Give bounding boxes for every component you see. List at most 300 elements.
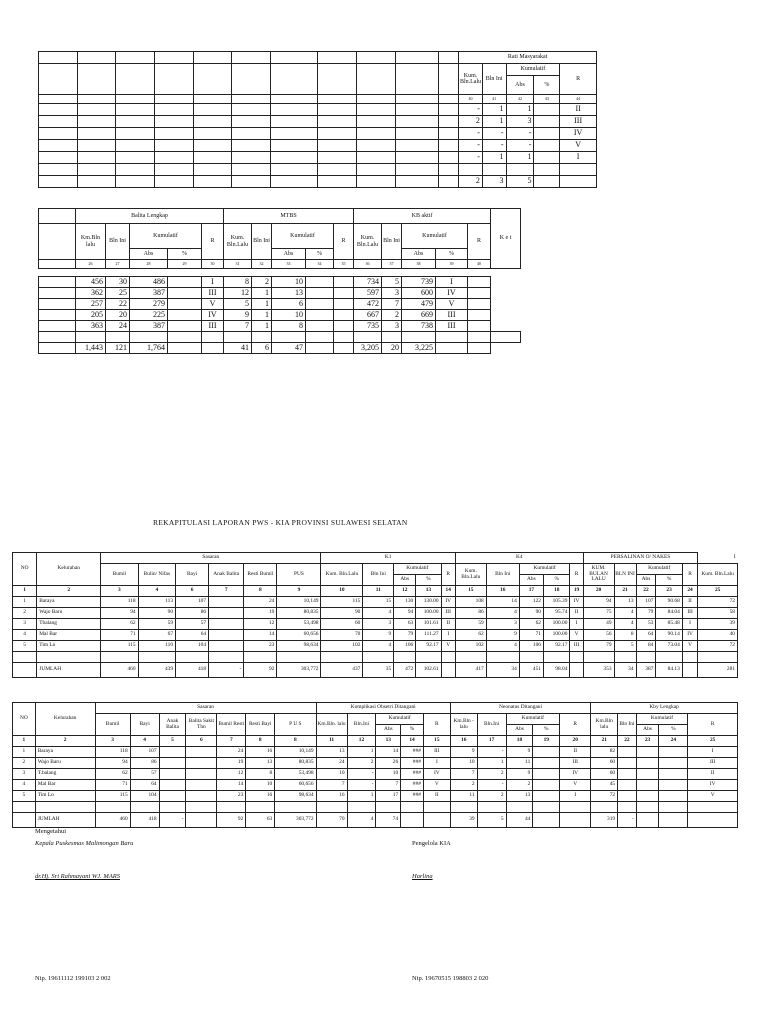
cell: 10	[272, 277, 306, 288]
cell	[334, 288, 354, 299]
cell: 460	[101, 663, 138, 678]
cell: 80,835	[277, 608, 321, 619]
rati-masyarakat-header: Rati Masyarakat	[459, 52, 597, 64]
r-header: R	[688, 714, 738, 736]
cell: -	[482, 140, 506, 152]
cell: 79	[394, 630, 416, 641]
cell: 98.04	[544, 663, 570, 678]
pct-header: %	[656, 575, 682, 586]
cell: 110	[138, 641, 175, 652]
cell: 2	[450, 780, 477, 791]
cell	[659, 758, 688, 769]
kepala-puskesmas-title: Kepala Puskesmas Malimongan Baru	[35, 840, 134, 847]
cell: 14	[441, 586, 455, 597]
bln-ini-header: Bln.Ini	[347, 714, 376, 736]
cell: 100.00	[416, 608, 441, 619]
table-row	[13, 791, 738, 802]
top-table-balita-mtbs-kb-body	[38, 276, 521, 354]
top-table-rati-masyarakat	[38, 51, 597, 188]
cell: 53,498	[275, 769, 316, 780]
cell: 23	[217, 791, 246, 802]
cell: I	[441, 630, 455, 641]
cell: ###	[401, 758, 424, 769]
cell: 23	[636, 736, 659, 747]
cell: 3	[382, 321, 402, 332]
cell: 24	[244, 597, 277, 608]
cell: III	[423, 747, 450, 758]
cell: 1	[13, 597, 37, 608]
cell: 5	[224, 299, 252, 310]
cell: 23	[656, 586, 682, 597]
cell: 105.39	[544, 597, 570, 608]
cell: 14	[244, 630, 277, 641]
cell: 100.00	[544, 630, 570, 641]
cell: 59	[138, 619, 175, 630]
cell: V	[436, 299, 468, 310]
cell: 9	[363, 630, 394, 641]
cell: ###	[401, 791, 424, 802]
cell: 10	[321, 586, 363, 597]
cell: 4	[13, 780, 36, 791]
cell: V	[688, 791, 738, 802]
cell: 19	[244, 608, 277, 619]
cell	[560, 813, 591, 828]
table-row	[13, 758, 738, 769]
col-number: 37	[382, 260, 402, 269]
cell: 2	[477, 791, 506, 802]
cell: 102	[455, 641, 486, 652]
cell: 113	[138, 597, 175, 608]
bumil-resti-header: Bumil Resti	[217, 714, 246, 736]
bayi-header: Bayi	[176, 564, 209, 586]
cell: 13	[506, 791, 533, 802]
cell: 57	[176, 619, 209, 630]
pct-header: %	[436, 249, 468, 260]
cell: -	[477, 780, 506, 791]
cell: 437	[321, 663, 363, 678]
cell: 10,149	[277, 597, 321, 608]
cell: 20	[106, 310, 130, 321]
pct-header: %	[401, 725, 424, 736]
cell	[306, 277, 334, 288]
cell: -	[209, 663, 244, 678]
table-row	[39, 288, 521, 299]
cell: 53	[636, 619, 656, 630]
cell: 10	[272, 310, 306, 321]
table-row	[13, 608, 738, 619]
extra-header: I	[698, 553, 738, 564]
cell	[636, 780, 659, 791]
cell	[306, 343, 334, 354]
table-row	[39, 116, 597, 128]
cell: 479	[402, 299, 436, 310]
cell: 71	[95, 780, 130, 791]
pct-header: %	[168, 249, 202, 260]
cell: 10	[450, 758, 477, 769]
cell: 102	[321, 641, 363, 652]
cell: 9	[450, 747, 477, 758]
bln-ini-header: Bln.Ini	[477, 714, 506, 736]
pct-header: %	[544, 575, 570, 586]
cell: 39	[450, 813, 477, 828]
cell: 90.68	[656, 597, 682, 608]
cell: 1	[477, 758, 506, 769]
cell	[636, 769, 659, 780]
kumulatif-header: Kumulatif	[636, 714, 688, 725]
r-header: R	[468, 224, 491, 260]
cell: 107	[636, 597, 656, 608]
cell: 49	[583, 619, 614, 630]
cell: 70	[321, 630, 363, 641]
cell	[436, 343, 468, 354]
cell	[688, 813, 738, 828]
cell: 106	[519, 641, 543, 652]
cell: 12	[347, 736, 376, 747]
cell: 1	[347, 791, 376, 802]
cell	[159, 758, 186, 769]
cell: -	[459, 104, 483, 116]
cell: 2	[477, 769, 506, 780]
cell: 84.13	[656, 663, 682, 678]
kepala-puskesmas-nip: Nip. 19611112 199103 2 002	[35, 975, 111, 982]
cell: 17	[376, 791, 401, 802]
cell: 13	[376, 736, 401, 747]
cell: 15	[423, 736, 450, 747]
cell: 21	[591, 736, 618, 747]
cell: 44	[506, 813, 533, 828]
cell: 8	[224, 277, 252, 288]
cell: 90	[321, 608, 363, 619]
column-number-row	[13, 586, 738, 597]
cell: -	[618, 813, 637, 828]
cell: I	[560, 791, 591, 802]
pct-header: %	[306, 249, 334, 260]
bln-ini-header: Bln Ini	[106, 224, 130, 260]
pengelola-kia-nip: Nip. 19670515 198803 2 020	[412, 975, 489, 982]
pct-header: %	[533, 725, 560, 736]
table-row	[13, 597, 738, 608]
cell: IV	[560, 769, 591, 780]
cell: 64	[176, 630, 209, 641]
cell	[468, 310, 491, 321]
cell	[534, 104, 560, 116]
cell: 3	[13, 769, 36, 780]
cell	[533, 769, 560, 780]
bln-ini-header: Bln Ini	[618, 714, 637, 736]
cell: 4	[363, 641, 394, 652]
cell: 39	[698, 619, 738, 630]
km-bln-lalu-header: Km.Bln. lalu	[316, 714, 347, 736]
cell: 18	[544, 586, 570, 597]
cell: 472	[354, 299, 382, 310]
cell: 9	[486, 630, 519, 641]
table-row	[13, 641, 738, 652]
cell: 1	[506, 152, 534, 164]
cell: ###	[401, 747, 424, 758]
cell: 456	[76, 277, 106, 288]
cell	[186, 747, 217, 758]
cell	[306, 288, 334, 299]
table-row	[39, 128, 597, 140]
cell: 17	[477, 736, 506, 747]
pct-header: %	[659, 725, 688, 736]
cell	[659, 747, 688, 758]
cell: 16	[486, 586, 519, 597]
cell: 60	[591, 769, 618, 780]
bln-ini-header: Bln Ini	[486, 564, 519, 586]
cell: 3	[95, 736, 130, 747]
cell: 115	[101, 641, 138, 652]
col-number: 39	[436, 260, 468, 269]
cell	[468, 299, 491, 310]
cell: 11	[316, 736, 347, 747]
cell: 56	[583, 630, 614, 641]
cell: II	[570, 608, 583, 619]
col-number: 28	[130, 260, 168, 269]
cell: 24	[316, 758, 347, 769]
cell: 10	[316, 769, 347, 780]
cell: 1	[13, 736, 36, 747]
cell: 2	[35, 736, 95, 747]
cell	[618, 791, 637, 802]
cell: 2	[347, 758, 376, 769]
cell: 1	[13, 747, 36, 758]
cell: 72	[591, 791, 618, 802]
top-table-balita-mtbs-kb	[38, 208, 521, 269]
cell: 1	[252, 299, 272, 310]
cell	[186, 780, 217, 791]
cell: 34	[614, 663, 636, 678]
cell: 24	[217, 747, 246, 758]
col-number: 36	[354, 260, 382, 269]
kumulatif-header: Kumulatif	[636, 564, 682, 575]
cell: 10,149	[275, 747, 316, 758]
neonatus-header: Neonatus Ditangani	[450, 703, 590, 714]
cell: IV	[570, 597, 583, 608]
table-row	[39, 277, 521, 288]
cell: 108	[455, 597, 486, 608]
cell	[534, 140, 560, 152]
cell: 3	[101, 586, 138, 597]
cell	[209, 630, 244, 641]
cell: 71	[519, 630, 543, 641]
cell: 25	[688, 736, 738, 747]
cell: 118	[101, 597, 138, 608]
bayi-header: Bayi	[130, 714, 159, 736]
table-row	[13, 630, 738, 641]
cell	[401, 813, 424, 828]
cell	[334, 299, 354, 310]
cell: 70	[316, 813, 347, 828]
pengelola-kia-name: Harlina	[412, 873, 433, 880]
cell: 9	[277, 586, 321, 597]
cell: 2	[506, 780, 533, 791]
cell: 319	[591, 813, 618, 828]
table-row	[39, 321, 521, 332]
cell: 472	[394, 663, 416, 678]
report-title: REKAPITULASI LAPORAN PWS - KIA PROVINSI SULAWESI SELATAN	[153, 518, 408, 527]
cell: 101.61	[416, 619, 441, 630]
kumulatif-header: Kumulatif	[376, 714, 423, 725]
cell: 1	[482, 152, 506, 164]
cell: 303,772	[275, 813, 316, 828]
r-header: R	[334, 224, 354, 260]
cell: 53,498	[277, 619, 321, 630]
persalinan-header: PERSALINAN O/ NAKES	[583, 553, 698, 564]
pws-kia-table-2	[12, 702, 738, 828]
cell	[534, 116, 560, 128]
pengelola-kia-title: Pengelola KIA	[412, 840, 451, 847]
cell: 460	[95, 813, 130, 828]
cell: V	[441, 641, 455, 652]
cell: III	[441, 608, 455, 619]
cell: 14	[217, 780, 246, 791]
cell: II	[560, 104, 597, 116]
cell: 8	[272, 321, 306, 332]
cell: 387	[130, 288, 168, 299]
cell: 74	[376, 813, 401, 828]
cell: 417	[455, 663, 486, 678]
cell: II	[560, 747, 591, 758]
total-row	[13, 663, 738, 678]
cell: 75	[583, 608, 614, 619]
cell: 82	[591, 747, 618, 758]
bulin-nifas-header: Bulin/ Nifas	[138, 564, 175, 586]
cell: III	[436, 310, 468, 321]
cell: -	[459, 140, 483, 152]
cell	[13, 663, 37, 678]
cell: 16	[450, 736, 477, 747]
col-number: 35	[334, 260, 354, 269]
cell: 387	[130, 321, 168, 332]
cell: 3	[13, 619, 37, 630]
cell: 4	[614, 619, 636, 630]
cell: 84	[636, 641, 656, 652]
cell: 71	[101, 630, 138, 641]
abs-header: Abs	[130, 249, 168, 260]
cell: 94	[95, 758, 130, 769]
cell: 102.61	[416, 663, 441, 678]
table-row	[13, 619, 738, 630]
bln-ini-header: Bln Ini	[482, 64, 506, 95]
kum-bln-lalu-header: Kum. Bln.Lalu	[459, 64, 483, 95]
col-number: 44	[560, 95, 597, 104]
cell: 104	[176, 641, 209, 652]
cell: 47	[272, 343, 306, 354]
cell: 3	[382, 288, 402, 299]
cell: 86	[176, 608, 209, 619]
cell: 7	[224, 321, 252, 332]
cell: Mal Bar	[35, 780, 95, 791]
cell	[636, 791, 659, 802]
cell: 5	[506, 176, 534, 188]
kumulatif-header: Kumulatif	[506, 64, 560, 76]
kum-bln-lalu-header: Kum. Bln.Lalu	[698, 564, 738, 586]
cell	[659, 813, 688, 828]
cell: II	[441, 619, 455, 630]
col-number: 32	[252, 260, 272, 269]
cell: -	[459, 152, 483, 164]
cell	[168, 299, 202, 310]
cell: 362	[76, 288, 106, 299]
cell: 13	[316, 747, 347, 758]
cell	[306, 310, 334, 321]
cell: 14	[376, 747, 401, 758]
kum-bln-lalu-header: Kum. Bln.Lalu	[455, 564, 486, 586]
cell	[570, 663, 583, 678]
cell: 107	[176, 597, 209, 608]
sasaran-header: Sasaran	[95, 703, 316, 714]
cell: 6	[272, 299, 306, 310]
cell: 4	[130, 736, 159, 747]
cell	[423, 813, 450, 828]
cell: 16	[246, 747, 275, 758]
kum-bln-lalu-header: Kum. Bln.Lalu	[224, 224, 252, 260]
cell: 5	[382, 277, 402, 288]
cell: 115	[95, 791, 130, 802]
cell	[209, 619, 244, 630]
cell: 24	[659, 736, 688, 747]
bln-ini-header: BLN INI	[614, 564, 636, 586]
cell: 62	[95, 769, 130, 780]
cell: 11	[363, 586, 394, 597]
cell: 5	[159, 736, 186, 747]
cell: 58	[698, 608, 738, 619]
cell: 121	[106, 343, 130, 354]
kum-bln-lalu-header: Kum. Bln.Lalu	[321, 564, 363, 586]
cell	[334, 277, 354, 288]
cell: Wajo Baru	[37, 608, 101, 619]
cell: 41	[224, 343, 252, 354]
cell	[186, 813, 217, 828]
cell	[209, 597, 244, 608]
kumulatif-header: Kumulatif	[394, 564, 441, 575]
cell: 486	[130, 277, 168, 288]
cell: 1	[482, 116, 506, 128]
col-number: 41	[482, 95, 506, 104]
cell: V	[682, 641, 697, 652]
cell: 94	[101, 608, 138, 619]
cell: 667	[354, 310, 382, 321]
col-number: 34	[306, 260, 334, 269]
cell: 40	[698, 630, 738, 641]
cell: 45	[591, 780, 618, 791]
cell: 79	[636, 608, 656, 619]
r-header: R	[441, 564, 455, 586]
pus-header: PUS	[277, 564, 321, 586]
cell	[682, 663, 697, 678]
r-header: R	[423, 714, 450, 736]
km-bln-lalu-header: Km.Bln lalu	[76, 224, 106, 260]
cell	[659, 791, 688, 802]
col-number: 27	[106, 260, 130, 269]
bln-ini-header: Bln Ini	[382, 224, 402, 260]
cell: 59	[455, 619, 486, 630]
cell: 94	[394, 608, 416, 619]
cell: 8	[614, 630, 636, 641]
cell: 9	[506, 747, 533, 758]
balita-lengkap-header: Balita Lengkap	[76, 209, 224, 224]
cell: 92	[217, 813, 246, 828]
kumulatif-header: Kumulatif	[402, 224, 468, 249]
cell	[159, 769, 186, 780]
cell: 19	[533, 736, 560, 747]
cell: I	[202, 277, 224, 288]
cell	[334, 343, 354, 354]
cell: Tim Lo	[37, 641, 101, 652]
abs-header: Abs	[394, 575, 416, 586]
col-number: 29	[168, 260, 202, 269]
